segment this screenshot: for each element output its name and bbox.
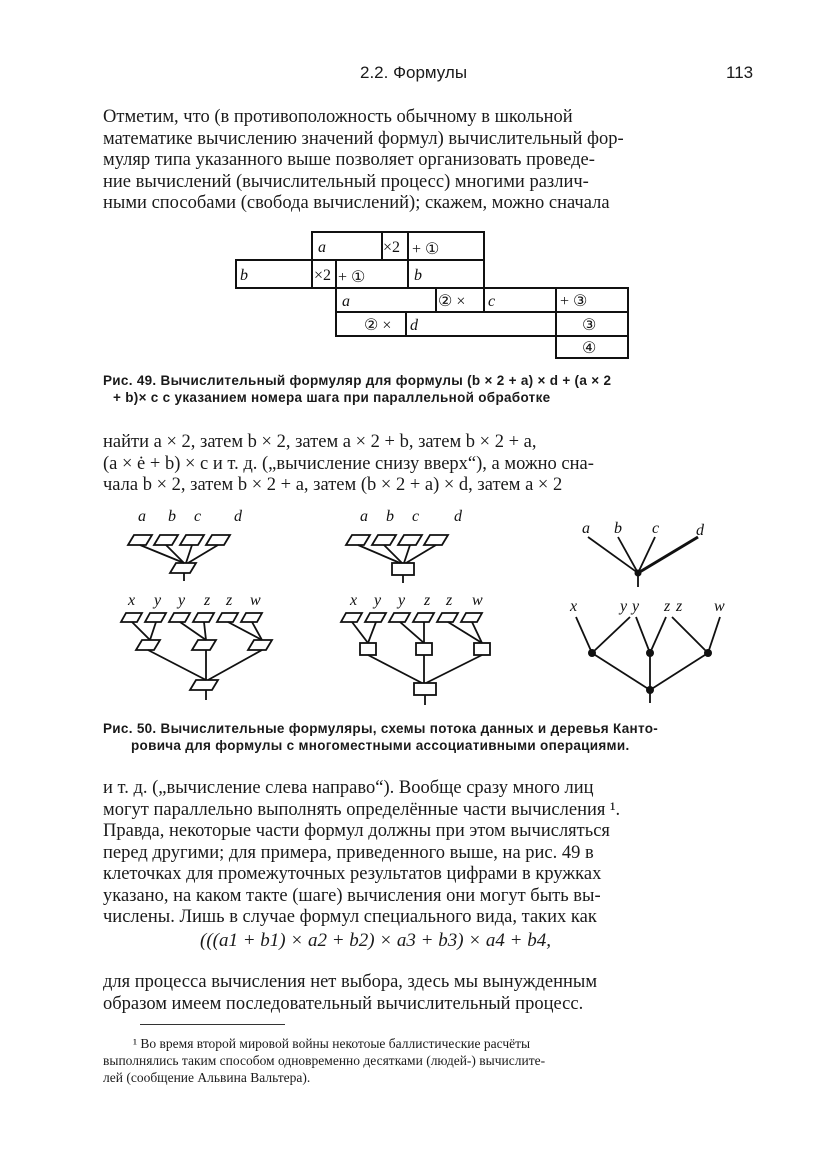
cell-a: a: [342, 293, 350, 310]
var-label: b: [168, 508, 176, 525]
text-line: Правда, некоторые части формул должны при этом вычисляться: [103, 821, 610, 841]
caption-line: + b)× c с указанием номера шага при параллельной обработке: [113, 390, 551, 405]
page-number: 113: [726, 63, 754, 82]
paragraph-3: [103, 778, 753, 929]
text-line: математике вычислению значений формул) вычислительный фор-: [103, 128, 624, 149]
paragraph-1: [103, 107, 753, 215]
running-header: 2.2. Формулы: [360, 63, 468, 82]
var-label: z: [226, 592, 233, 609]
var-label: y: [374, 592, 382, 609]
cell-b: b: [414, 267, 422, 284]
cell-b: b: [240, 267, 248, 284]
var-label: y: [154, 592, 162, 609]
var-label: y: [620, 598, 628, 615]
footnote-line: лей (сообщение Альвина Вальтера).: [103, 1070, 311, 1085]
footnote: [103, 1035, 753, 1086]
var-label: d: [234, 508, 242, 525]
var-label: c: [412, 508, 420, 525]
cell-step2: ② ×: [438, 293, 466, 310]
text-line: ными способами (свобода вычислений); скажем, можно сначала: [103, 193, 610, 213]
var-label: d: [696, 522, 704, 539]
var-label: x: [350, 592, 358, 609]
text-line: могут параллельно выполнять определённые части вычисления ¹.: [103, 799, 621, 820]
var-label: z: [664, 598, 671, 615]
figure-50-caption: [103, 720, 753, 754]
text-line: ние вычислений (вычислительный процесс) многими различ-: [103, 171, 589, 192]
text-line: числены. Лишь в случае формул специального вида, таких как: [103, 907, 597, 927]
var-label: y: [178, 592, 186, 609]
var-label: c: [194, 508, 202, 525]
var-label: w: [250, 592, 261, 609]
footnote-line: выполнялись таким способом одновременно десятками (людей-) вычислите-: [103, 1053, 546, 1068]
text-line: Отметим, что (в противоположность обычному в школьной: [103, 107, 573, 127]
text-line: перед другими; для примера, приведенного выше, на рис. 49 в: [103, 842, 594, 863]
cell-step4: ④: [582, 340, 597, 357]
var-label: z: [204, 592, 211, 609]
caption-line: Рис. 49. Вычислительный формуляр для формулы (b × 2 + a) × d + (a × 2: [103, 373, 612, 388]
caption-line: ровича для формулы с многоместными ассоциативными операциями.: [131, 738, 630, 753]
cell-step1: + ①: [338, 269, 366, 286]
var-label: z: [676, 598, 683, 615]
text-line: чала b × 2, затем b × 2 + a, затем (b × 2 + a) × d, затем a × 2: [103, 475, 563, 495]
cell-step3: ③: [582, 317, 597, 334]
var-label: c: [652, 520, 660, 537]
var-label: w: [472, 592, 483, 609]
var-label: y: [398, 592, 406, 609]
cell-c: c: [488, 293, 496, 310]
var-label: z: [424, 592, 431, 609]
figure-49-caption: [103, 372, 753, 406]
paragraph-2: [103, 432, 753, 497]
text-line: (a × ė + b) × c и т. д. („вычисление снизу вверх“), а можно сна-: [103, 453, 594, 474]
var-label: a: [360, 508, 368, 525]
var-label: b: [386, 508, 394, 525]
cell-x2: ×2: [383, 239, 401, 256]
var-label: x: [570, 598, 578, 615]
paragraph-4: [103, 972, 753, 1015]
cell-step2: ② ×: [364, 317, 392, 334]
text-line: образом имеем последовательный вычислительный процесс.: [103, 993, 584, 1014]
var-label: d: [454, 508, 462, 525]
var-label: y: [632, 598, 640, 615]
cell-a: a: [318, 239, 326, 256]
figure-49-computation-form: [230, 228, 640, 363]
var-label: z: [446, 592, 453, 609]
var-label: w: [714, 598, 725, 615]
text-line: указано, на каком такте (шаге) вычисления они могут быть вы-: [103, 885, 601, 906]
text-line: и т. д. („вычисление слева направо“). Вообще сразу много лиц: [103, 778, 594, 798]
cell-d: d: [410, 317, 418, 334]
footnote-line: ¹ Во время второй мировой войны некотоые баллистические расчёты: [133, 1036, 531, 1051]
figure-50-dataflow-diagrams: [110, 505, 750, 715]
formula: (((a1 + b1) × a2 + b2) × a3 + b3) × a4 + b4,: [200, 930, 551, 951]
caption-line: Рис. 50. Вычислительные формуляры, схемы потока данных и деревья Канто-: [103, 721, 659, 736]
text-line: найти a × 2, затем b × 2, затем a × 2 + b, затем b × 2 + a,: [103, 432, 537, 452]
footnote-rule: [140, 1024, 285, 1025]
var-label: a: [582, 520, 590, 537]
text-line: клеточках для промежуточных результатов цифрами в кружках: [103, 864, 602, 884]
var-label: b: [614, 520, 622, 537]
cell-step3: + ③: [560, 293, 588, 310]
text-line: муляр типа указанного выше позволяет организовать проведе-: [103, 150, 595, 170]
var-label: x: [128, 592, 136, 609]
cell-x2: ×2: [314, 267, 332, 284]
var-label: a: [138, 508, 146, 525]
text-line: для процесса вычисления нет выбора, здесь мы вынужденным: [103, 972, 598, 992]
cell-step1: + ①: [412, 241, 440, 258]
